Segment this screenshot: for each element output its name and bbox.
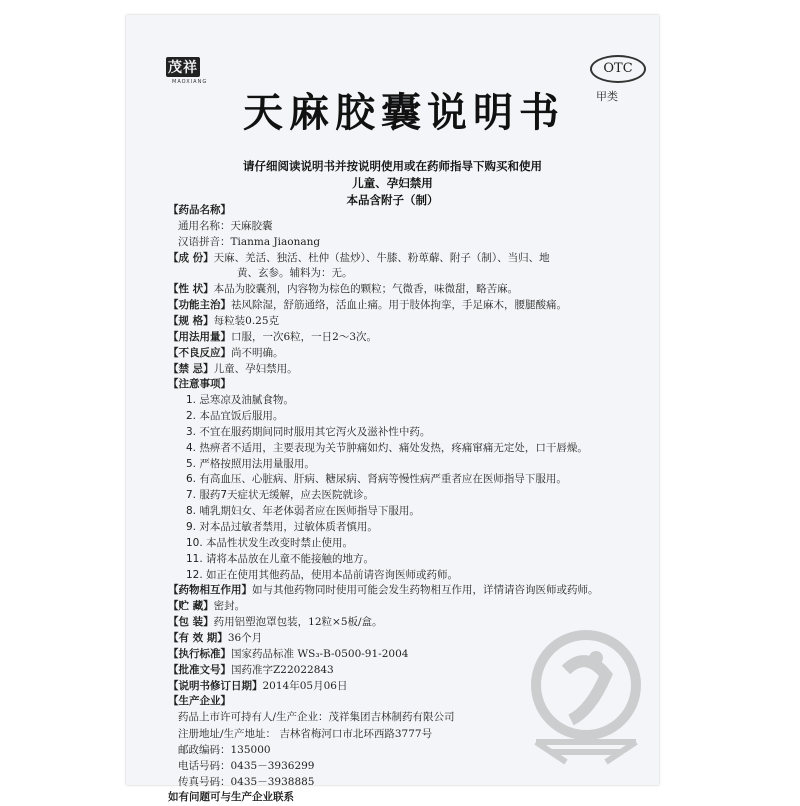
spec-label: 【规 格】 xyxy=(168,314,214,327)
warning-read-instructions: 请仔细阅读说明书并按说明使用或在药师指导下购买和使用 xyxy=(243,159,542,173)
manufacturer-holder: 药品上市许可持有人/生产企业：茂祥集团吉林制药有限公司 xyxy=(178,711,455,724)
approval-text: 国药准字Z22022843 xyxy=(231,663,334,676)
section-drug-name: 【药品名称】 xyxy=(168,204,231,216)
precaution-item: 4. 热痹者不适用，主要表现为关节肿痛如灼、痛处发热，疼痛窜痛无定处，口干唇燥。 xyxy=(186,441,588,454)
warning-children-pregnant: 儿童、孕妇禁用 xyxy=(352,176,433,190)
pinyin-name: 汉语拼音：Tianma Jiaonang xyxy=(178,235,321,248)
precaution-item: 3. 不宜在服药期间同时服用其它泻火及滋补性中药。 xyxy=(186,425,431,438)
precaution-item: 8. 哺乳期妇女、年老体弱者应在医师指导下服用。 xyxy=(186,505,420,518)
brand-name: 茂祥 xyxy=(166,57,200,77)
adverse-row xyxy=(168,346,284,360)
adverse-label: 【不良反应】 xyxy=(168,346,231,359)
approval-label: 【批准文号】 xyxy=(168,663,231,676)
brand-subtitle: MAOXIANG xyxy=(172,79,208,85)
company-emblem-watermark xyxy=(526,630,646,765)
precaution-item: 10. 本品性状发生改变时禁止使用。 xyxy=(186,536,354,549)
character-label: 【性 状】 xyxy=(168,283,214,296)
indication-row xyxy=(168,298,567,312)
interaction-text: 如与其他药物同时使用可能会发生药物相互作用，详情请咨询医师或药师。 xyxy=(252,584,599,597)
precaution-item: 9. 对本品过敏者禁用，过敏体质者慎用。 xyxy=(186,521,378,533)
manufacturer-phone: 电话号码：0435－3936299 xyxy=(178,759,315,772)
ingredients-text: 天麻、羌活、独活、杜仲（盐炒）、牛膝、粉萆薢、附子（制）、当归、地 xyxy=(213,251,550,264)
character-row xyxy=(168,282,518,296)
dosage-label: 【用法用量】 xyxy=(168,330,231,343)
approval-row xyxy=(168,663,334,677)
warning-contains-aconite: 本品含附子（制） xyxy=(346,193,439,207)
storage-text: 密封。 xyxy=(213,600,246,613)
spec-row xyxy=(168,314,279,328)
precaution-item: 11. 请将本品放在儿童不能接触的地方。 xyxy=(186,552,375,565)
standard-label: 【执行标准】 xyxy=(168,647,231,660)
indication-text: 祛风除湿，舒筋通络，活血止痛。用于肢体拘挛，手足麻木，腰腿酸痛。 xyxy=(231,299,567,312)
ingredients-label: 【成 份】 xyxy=(168,251,214,264)
validity-row xyxy=(168,631,262,645)
adverse-text: 尚不明确。 xyxy=(231,346,284,359)
section-precautions: 【注意事项】 xyxy=(168,378,231,391)
document-title: 天麻胶囊说明书 xyxy=(243,89,565,136)
character-text: 本品为胶囊剂，内容物为棕色的颗粒；气微香，味微甜，略苦麻。 xyxy=(213,283,519,296)
revision-row xyxy=(168,679,347,693)
standard-text: 国家药品标准 WS₃-B-0500-91-2004 xyxy=(231,647,409,660)
storage-row xyxy=(168,599,245,613)
package-label: 【包 装】 xyxy=(168,616,214,629)
precaution-item: 1. 忌寒凉及油腻食物。 xyxy=(186,394,294,407)
validity-text: 36个月 xyxy=(227,631,263,644)
otc-badge: OTC xyxy=(590,55,646,83)
precaution-item: 7. 服药7天症状无缓解，应去医院就诊。 xyxy=(186,489,375,502)
package-row xyxy=(168,615,383,629)
instruction-sheet xyxy=(126,15,659,785)
indication-label: 【功能主治】 xyxy=(168,299,231,312)
precaution-item: 12. 如正在使用其他药品，使用本品前请咨询医师或药师。 xyxy=(186,568,459,581)
spec-text: 每粒装0.25克 xyxy=(213,314,280,327)
precaution-item: 5. 严格按照用法用量服用。 xyxy=(186,457,315,470)
contraindication-text: 儿童、孕妇禁用。 xyxy=(213,362,298,375)
manufacturer-postcode: 邮政编码：135000 xyxy=(178,743,271,756)
revision-label: 【说明书修订日期】 xyxy=(168,679,263,692)
storage-label: 【贮 藏】 xyxy=(168,600,214,613)
contraindication-label: 【禁 忌】 xyxy=(168,362,214,375)
interaction-label: 【药物相互作用】 xyxy=(168,584,252,597)
manufacturer-details xyxy=(168,726,433,805)
interaction-row xyxy=(168,583,599,597)
dosage-text: 口服，一次6粒，一日2～3次。 xyxy=(231,330,378,343)
package-text: 药用铝塑泡罩包装，12粒×5板/盒。 xyxy=(213,616,383,629)
footer-contact-note: 如有问题可与生产企业联系 xyxy=(168,791,294,804)
standard-row xyxy=(168,647,408,661)
manufacturer-address: 注册地址/生产地址： 吉林省梅河口市北环西路3777号 xyxy=(178,728,433,741)
revision-text: 2014年05月06日 xyxy=(262,679,348,692)
precaution-item: 6. 有高血压、心脏病、肝病、糖尿病、肾病等慢性病严重者应在医师指导下服用。 xyxy=(186,473,567,486)
manufacturer-fax: 传真号码：0435－3938885 xyxy=(178,775,315,788)
otc-class: 甲类 xyxy=(596,90,618,103)
contraindication-row xyxy=(168,362,298,376)
precaution-item: 2. 本品宜饭后服用。 xyxy=(186,410,284,423)
validity-label: 【有 效 期】 xyxy=(168,631,228,644)
common-name: 通用名称：天麻胶囊 xyxy=(178,219,273,232)
ingredients-row xyxy=(168,251,550,265)
dosage-row xyxy=(168,330,377,344)
section-manufacturer: 【生产企业】 xyxy=(168,695,231,708)
ingredients-text-cont: 黄、玄参。辅料为：无。 xyxy=(237,267,353,280)
